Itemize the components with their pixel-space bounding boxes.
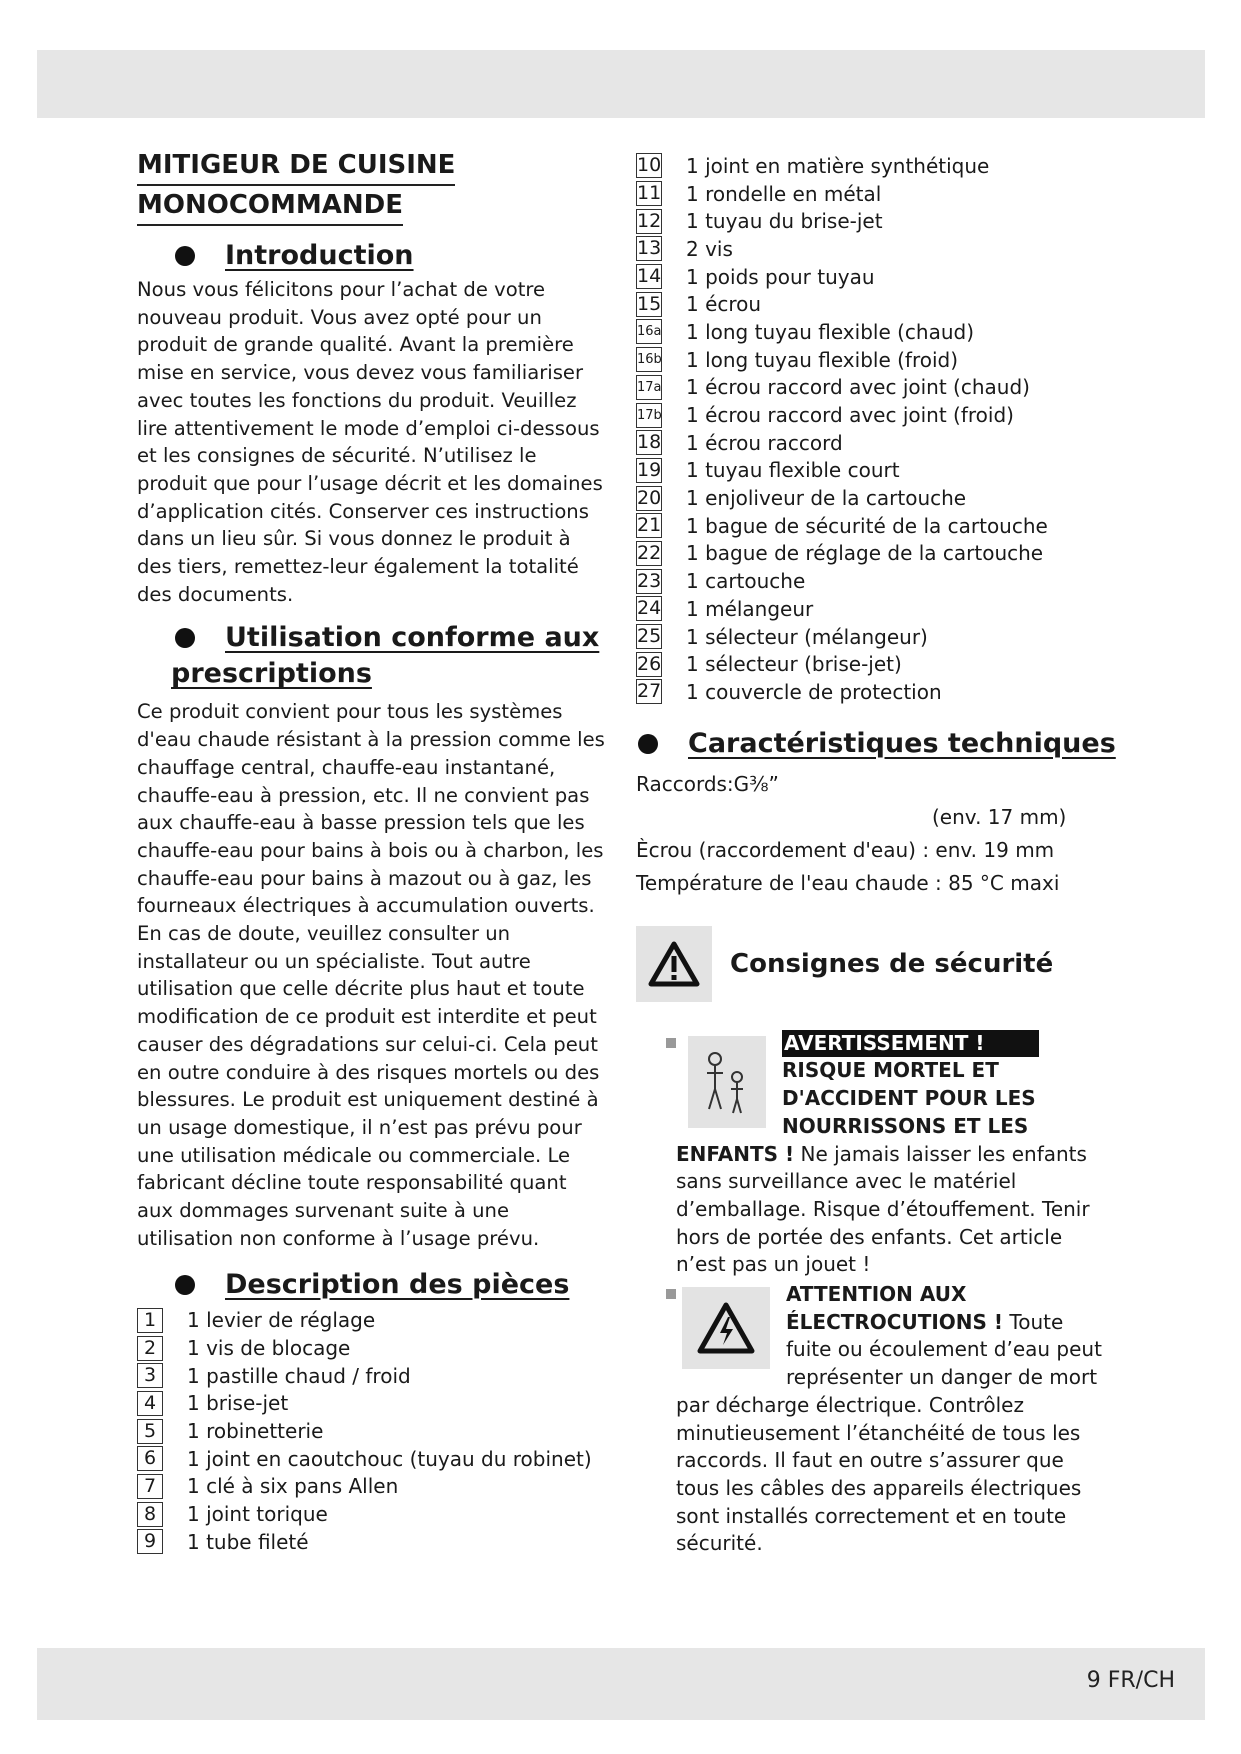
part-label: 1 tuyau du brise-jet [686,209,883,234]
part-number: 10 [637,154,662,177]
part-label: 1 robinetterie [187,1419,324,1444]
part-item [137,1362,607,1390]
part-number: 6 [137,1446,163,1471]
part-label: 1 mélangeur [686,596,814,621]
part-label: 2 vis [686,236,733,261]
spec-connections-size: (env. 17 mm) [932,804,1067,829]
part-item [137,1500,607,1528]
specs-block [636,768,1136,900]
specs-heading: Caractéristiques techniques [600,726,1136,762]
part-number: 14 [637,265,662,288]
part-number: 23 [637,569,662,592]
part-label: 1 joint torique [187,1502,328,1527]
part-item [137,1307,607,1335]
part-item [636,650,1136,678]
part-item [636,152,1136,180]
intro-heading: Introduction [137,238,607,274]
part-item [137,1390,607,1418]
safety-heading: Consignes de sécurité [636,926,1136,1002]
part-label: 1 rondelle en métal [686,181,882,206]
bullet-icon [175,628,195,648]
part-item [137,1473,607,1501]
part-label: 1 poids pour tuyau [686,264,875,289]
part-label: 1 écrou raccord avec joint (froid) [686,403,1014,428]
part-item [636,235,1136,263]
part-item [636,263,1136,291]
parts-list-left [137,1307,607,1556]
document-title: MITIGEUR DE CUISINE MONOCOMMANDE [137,146,607,226]
part-item [636,290,1136,318]
part-label: 1 vis de blocage [187,1336,351,1361]
spec-nut: Ècrou (raccordement d'eau) : env. 19 mm [636,837,1055,862]
square-bullet-icon [666,1289,676,1299]
right-column [636,152,1136,1558]
part-number: 11 [637,182,662,205]
part-item [636,346,1136,374]
square-bullet-icon [666,1038,676,1048]
part-label: 1 écrou [686,292,762,317]
part-label: 1 sélecteur (mélangeur) [686,624,928,649]
part-label: 1 long tuyau flexible (chaud) [686,319,975,344]
part-number: 8 [137,1502,163,1527]
part-number: 4 [137,1391,163,1416]
warning-electrocution: ATTENTION AUX ÉLECTROCUTIONS ! Toute fuite ou écoulement d’eau peut représenter un danger de mort par décharge électrique. Contrôlez minutieusement l’étanchéité de tous les raccords. Il faut en outre s’assurer que tous les câbles des appareils électriques sont installés correctement et en toute sécurité. [676,1281,1106,1558]
part-item [636,623,1136,651]
part-number: 24 [637,597,662,620]
intro-text: Nous vous félicitons pour l’achat de votre nouveau produit. Vous avez opté pour un produit de grande qualité. Avant la première mise en service, vous devez vous familiariser avec toutes les fonctions du produit. Veuillez lire attentivement le mode d’emploi ci-dessous et les consignes de sécurité. N’utilisez le produit que pour l’usage décrit et les domaines d’application cités. Conserver ces instructions dans un lieu sûr. Si vous donnez le produit à des tiers, remettez-leur également la totalité des documents. [137,278,603,606]
part-number: 20 [637,486,662,509]
warning-banner: AVERTISSEMENT ! [782,1030,1039,1058]
header-band [37,50,1205,118]
part-label: 1 cartouche [686,569,806,594]
part-number: 19 [637,458,662,481]
part-item [636,401,1136,429]
page-number: 9 FR/CH [1086,1668,1175,1693]
part-item [636,678,1136,706]
part-item [137,1528,607,1556]
part-number: 9 [137,1529,163,1554]
footer-band [37,1648,1205,1720]
part-number: 26 [637,652,662,675]
part-label: 1 écrou raccord avec joint (chaud) [686,375,1030,400]
part-label: 1 joint en matière synthétique [686,153,990,178]
left-column [137,146,607,1556]
part-item [636,180,1136,208]
part-number: 3 [137,1363,163,1388]
part-label: 1 levier de réglage [187,1308,376,1333]
part-item [636,595,1136,623]
part-number: 7 [137,1474,163,1499]
part-number: 2 [137,1336,163,1361]
parts-list-right [636,152,1136,706]
part-label: 1 brise-jet [187,1391,289,1416]
bullet-icon [175,1275,195,1295]
spec-temperature: Température de l'eau chaude : 85 °C maxi [636,870,1060,895]
part-label: 1 tuyau flexible court [686,458,900,483]
bullet-icon [638,734,658,754]
part-label: 1 clé à six pans Allen [187,1474,399,1499]
part-number: 25 [637,625,662,648]
part-number: 17b [636,403,662,428]
part-item [636,374,1136,402]
part-label: 1 joint en caoutchouc (tuyau du robinet) [187,1446,592,1471]
part-label: 1 sélecteur (brise-jet) [686,652,902,677]
usage-heading: Utilisation conforme aux prescriptions [171,622,600,690]
part-number: 1 [137,1308,163,1333]
part-item [636,429,1136,457]
part-number: 5 [137,1419,163,1444]
part-number: 16b [636,347,662,372]
part-label: 1 long tuyau flexible (froid) [686,347,959,372]
part-label: 1 bague de sécurité de la cartouche [686,513,1048,538]
part-number: 13 [637,237,662,260]
part-item [636,512,1136,540]
part-item [137,1417,607,1445]
part-label: 1 couvercle de protection [686,679,942,704]
electric-warning-icon [682,1287,770,1369]
part-number: 18 [637,431,662,454]
part-label: 1 écrou raccord [686,430,843,455]
part-number: 17a [636,375,662,400]
part-label: 1 tube fileté [187,1529,309,1554]
part-label: 1 enjoliveur de la cartouche [686,486,967,511]
part-number: 27 [637,680,662,703]
parts-heading: Description des pièces [137,1267,607,1303]
part-item [137,1445,607,1473]
warning-children: AVERTISSEMENT ! RISQUE MORTEL ET D'ACCIDENT POUR LES NOURRISSONS ET LES ENFANTS ! Ne jamais laisser les enfants sans surveillance avec le matériel d’emballage. Risque d’étouffement. Tenir hors de portée des enfants. Cet article n’est pas un jouet ! [676,1030,1106,1279]
child-warning-icon [688,1036,766,1128]
part-number: 22 [637,541,662,564]
part-label: 1 pastille chaud / froid [187,1363,411,1388]
part-item [636,567,1136,595]
part-number: 16a [636,319,662,344]
part-item [636,207,1136,235]
part-number: 15 [637,292,662,315]
part-number: 12 [637,209,662,232]
bullet-icon [175,246,195,266]
part-item [636,540,1136,568]
part-item [636,457,1136,485]
spec-connections: Raccords:G⅜” [636,771,779,796]
part-label: 1 bague de réglage de la cartouche [686,541,1044,566]
part-item [636,484,1136,512]
usage-text: Ce produit convient pour tous les systèmes d'eau chaude résistant à la pression comme les chauffage central, chauffe-eau instantané, chauffe-eau à pression, etc. Il ne convient pas aux chauffe-eau à basse pression tels que les chauffe-eau pour bains à bois ou à charbon, les chauffe-eau pour bains à mazout ou à gaz, les fourneaux électriques à accumulation ouverts. En cas de doute, veuillez consulter un installateur ou un spécialiste. Tout autre utilisation que celle décrite plus haut et toute modification de ce produit est interdite et peut causer des dégradations sur celui-ci. Cela peut en outre conduire à des risques mortels ou des blessures. Le produit est uniquement destiné à un usage domestique, il n’est pas prévu pour une utilisation médicale ou commerciale. Le fabricant décline toute responsabilité quant aux dommages survenant suite à une utilisation non conforme à l’usage prévu. [137,700,605,1250]
warning-triangle-icon [636,926,712,1002]
part-item [137,1334,607,1362]
part-item [636,318,1136,346]
part-number: 21 [637,514,662,537]
